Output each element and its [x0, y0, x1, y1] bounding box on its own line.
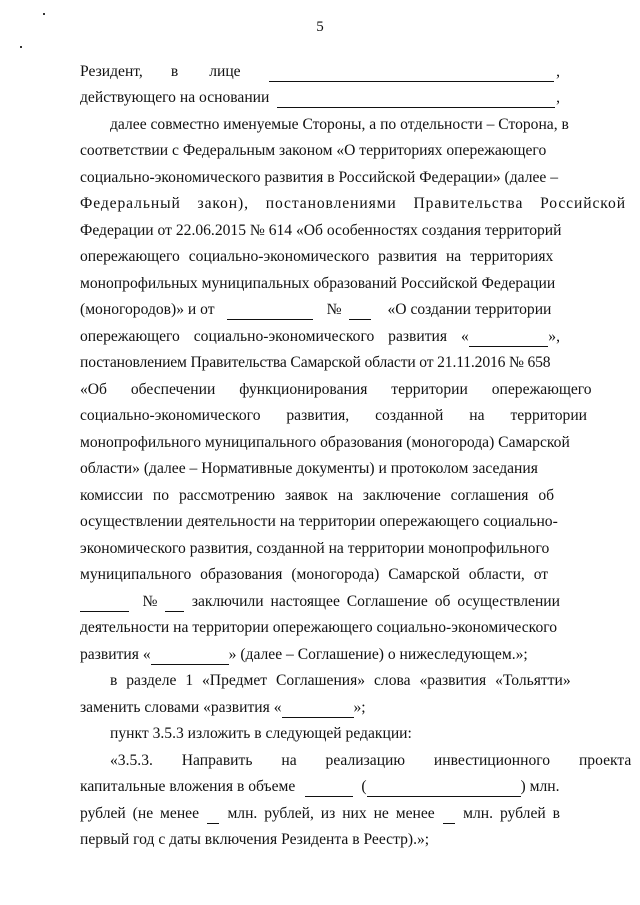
paragraph-line [80, 294, 560, 321]
paragraph-line [80, 347, 560, 374]
text: действующего на основании [80, 89, 270, 106]
blank-amount [207, 810, 219, 824]
text: области» (далее – Нормативные документы) и протоколом заседания [80, 460, 538, 477]
text: в разделе 1 «Предмет Соглашения» слова «развития «Тольятти» [110, 672, 571, 689]
paragraph-line [80, 161, 560, 188]
basis-line [80, 82, 560, 109]
paragraph-line [80, 267, 560, 294]
text: деятельности на территории опережающего социально-экономического [80, 619, 558, 636]
text: № [142, 592, 158, 610]
paragraph-line [110, 665, 571, 692]
paragraph-line [80, 426, 570, 453]
blank-date [227, 306, 313, 320]
text: рублей (не менее [80, 804, 200, 822]
paragraph-line [80, 188, 626, 215]
paragraph-line [80, 453, 560, 480]
text: развития « [80, 645, 151, 663]
text: млн. рублей, из них не менее [227, 804, 435, 822]
text: капитальные вложения в объеме [80, 778, 296, 795]
text: опережающего социально-экономического развития « [80, 327, 469, 345]
paragraph-line [80, 373, 592, 400]
text: млн. рублей в [463, 804, 560, 822]
text: соответствии с Федеральным законом «О территориях опережающего [80, 142, 547, 159]
scan-speck [43, 13, 45, 15]
text: »; [353, 698, 366, 716]
text: ) млн. [520, 778, 560, 795]
text: , [556, 62, 560, 80]
page-number: 5 [316, 19, 324, 35]
blank-number [349, 306, 371, 320]
paragraph-line [80, 320, 560, 347]
paragraph-line [80, 506, 560, 533]
paragraph-line [80, 559, 560, 586]
paragraph-line [80, 612, 560, 639]
paragraph-line [110, 718, 560, 745]
text: », [548, 327, 560, 345]
text: муниципального образования (моногорода) Самарской области, от [80, 566, 549, 583]
blank-name [151, 651, 229, 665]
blank-number [165, 598, 183, 612]
text: № [326, 301, 342, 318]
text: монопрофильного муниципального образования (моногорода) Самарской [80, 433, 570, 451]
blank-amount [443, 810, 455, 824]
blank-name [469, 333, 549, 347]
text: заключили настоящее Соглашение об осуществлении [191, 592, 560, 610]
paragraph-line [110, 108, 569, 135]
text: Федеральный закон), постановлениями Правительства Российской [80, 195, 626, 212]
blank-date [80, 598, 129, 612]
text: «3.5.3. Направить на реализацию инвестиционного проекта [110, 751, 632, 769]
paragraph-line [80, 532, 560, 559]
text: (моногородов)» и от [80, 301, 215, 318]
paragraph-line [80, 400, 588, 427]
text: пункт 3.5.3 изложить в следующей редакции: [110, 725, 412, 742]
blank-name [282, 704, 354, 718]
text: , [556, 89, 560, 106]
paragraph-line [80, 479, 560, 506]
paragraph-line [80, 135, 560, 162]
text: экономического развития, созданной на территории монопрофильного [80, 539, 550, 557]
blank-field [269, 68, 554, 82]
text: Федерации от 22.06.2015 № 614 «Об особенностях создания территорий [80, 221, 562, 239]
paragraph-line [80, 797, 560, 824]
text: «О создании территории [387, 301, 552, 318]
text: осуществлении деятельности на территории опережающего социально- [80, 513, 558, 530]
paragraph-line [80, 691, 560, 718]
text: опережающего социально-экономического развития на территориях [80, 248, 554, 265]
resident-line [80, 55, 560, 82]
text: социально-экономического развития в Российской Федерации» (далее – [80, 168, 559, 186]
paragraph-line [80, 638, 560, 665]
text: монопрофильных муниципальных образований Российской Федерации [80, 274, 556, 292]
text: постановлением Правительства Самарской области от 21.11.2016 № 658 [80, 354, 551, 371]
paragraph-line [80, 241, 560, 268]
paragraph-line [80, 214, 560, 241]
text: » (далее – Соглашение) о нижеследующем.»; [228, 645, 528, 663]
text: лице [209, 62, 241, 80]
text: «Об обеспечении функционирования территории опережающего [80, 380, 592, 398]
text: далее совместно именуемые Стороны, а по отдельности – Сторона, в [110, 115, 569, 133]
text: социально-экономического развития, созданной на территории [80, 407, 588, 424]
text: ( [361, 778, 367, 795]
blank-amount-words [367, 783, 521, 797]
paragraph-line [80, 824, 560, 851]
paragraph-line [80, 771, 560, 798]
scan-speck [20, 46, 22, 48]
blank-amount [305, 783, 353, 797]
text: заменить словами «развития « [80, 698, 282, 716]
paragraph-line [80, 585, 560, 612]
text: первый год с даты включения Резидента в Реестр).»; [80, 831, 430, 848]
text: комиссии по рассмотрению заявок на заключение соглашения об [80, 486, 555, 504]
text: Резидент, [80, 62, 143, 80]
blank-field [277, 94, 555, 108]
paragraph-line [110, 744, 632, 771]
text: в [170, 62, 179, 80]
